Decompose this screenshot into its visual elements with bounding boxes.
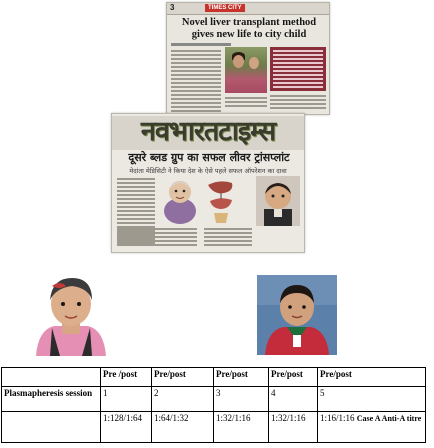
titre-value: 1:16/1:16 [320, 413, 355, 423]
byline-bar [171, 43, 231, 46]
table-header-cell: Pre /post [101, 368, 152, 387]
table-header-cell: Pre/post [214, 368, 269, 387]
article-sidebar-box [270, 47, 326, 91]
titre-value-cell: 1:128/1:64 [101, 412, 152, 443]
liver-diagram-illustration [204, 177, 238, 225]
titre-empty-cell [2, 412, 101, 443]
article-text-column-right [270, 95, 326, 111]
titre-value-cell-with-note [318, 412, 426, 443]
session-label-cell: Plasmapheresis session [2, 387, 101, 412]
titre-note: Case A Anti-A titre [356, 414, 422, 423]
hindi-text-column-bottom-left [117, 228, 197, 248]
table-row-sessions [2, 387, 426, 412]
page-number: 3 [170, 3, 175, 12]
table-row-titres [2, 412, 426, 443]
session-number-cell: 2 [152, 387, 214, 412]
table-header-cell: Pre/post [318, 368, 426, 387]
english-headline-line-2: gives new life to city child [191, 29, 307, 40]
titre-value-cell: 1:32/1:16 [214, 412, 269, 443]
hindi-subheadline: मेदांता मेडिसिटी ने किया देश के ऐसे पहले सफल ऑपरेशन का दावा [129, 167, 287, 175]
table-header-cell [2, 368, 101, 387]
english-newspaper-clipping [166, 2, 330, 115]
session-number-cell: 3 [214, 387, 269, 412]
article-text-column [171, 50, 221, 114]
session-number-cell: 1 [101, 387, 152, 412]
table-header-cell: Pre/post [269, 368, 318, 387]
child-photo-in-clipping [256, 176, 300, 226]
plasmapheresis-titre-table [1, 367, 426, 443]
table-header-row [2, 368, 426, 387]
table-header-cell: Pre/post [152, 368, 214, 387]
hindi-newspaper-clipping [111, 113, 305, 253]
hindi-headline: दूसरे ब्लड ग्रुप का सफल लीवर ट्रांसप्लांट [128, 151, 290, 164]
photo-caption-lines [225, 97, 267, 109]
paper-name: TIMES CITY [205, 4, 245, 12]
hindi-masthead: नवभारतटाइम्स [140, 116, 276, 147]
session-number-cell: 4 [269, 387, 318, 412]
family-photo [225, 47, 267, 93]
titre-value-cell: 1:64/1:32 [152, 412, 214, 443]
english-headline-line-1: Novel liver transplant method [181, 17, 317, 28]
clipping-masthead-strip [167, 3, 329, 15]
child-photo-left [30, 272, 112, 356]
child-photo-right [257, 275, 337, 355]
hindi-text-column-bottom [204, 228, 252, 248]
session-number-cell: 5 [318, 387, 426, 412]
titre-value-cell: 1:32/1:16 [269, 412, 318, 443]
english-headline [171, 17, 327, 41]
doctor-cartoon-illustration [160, 177, 200, 225]
